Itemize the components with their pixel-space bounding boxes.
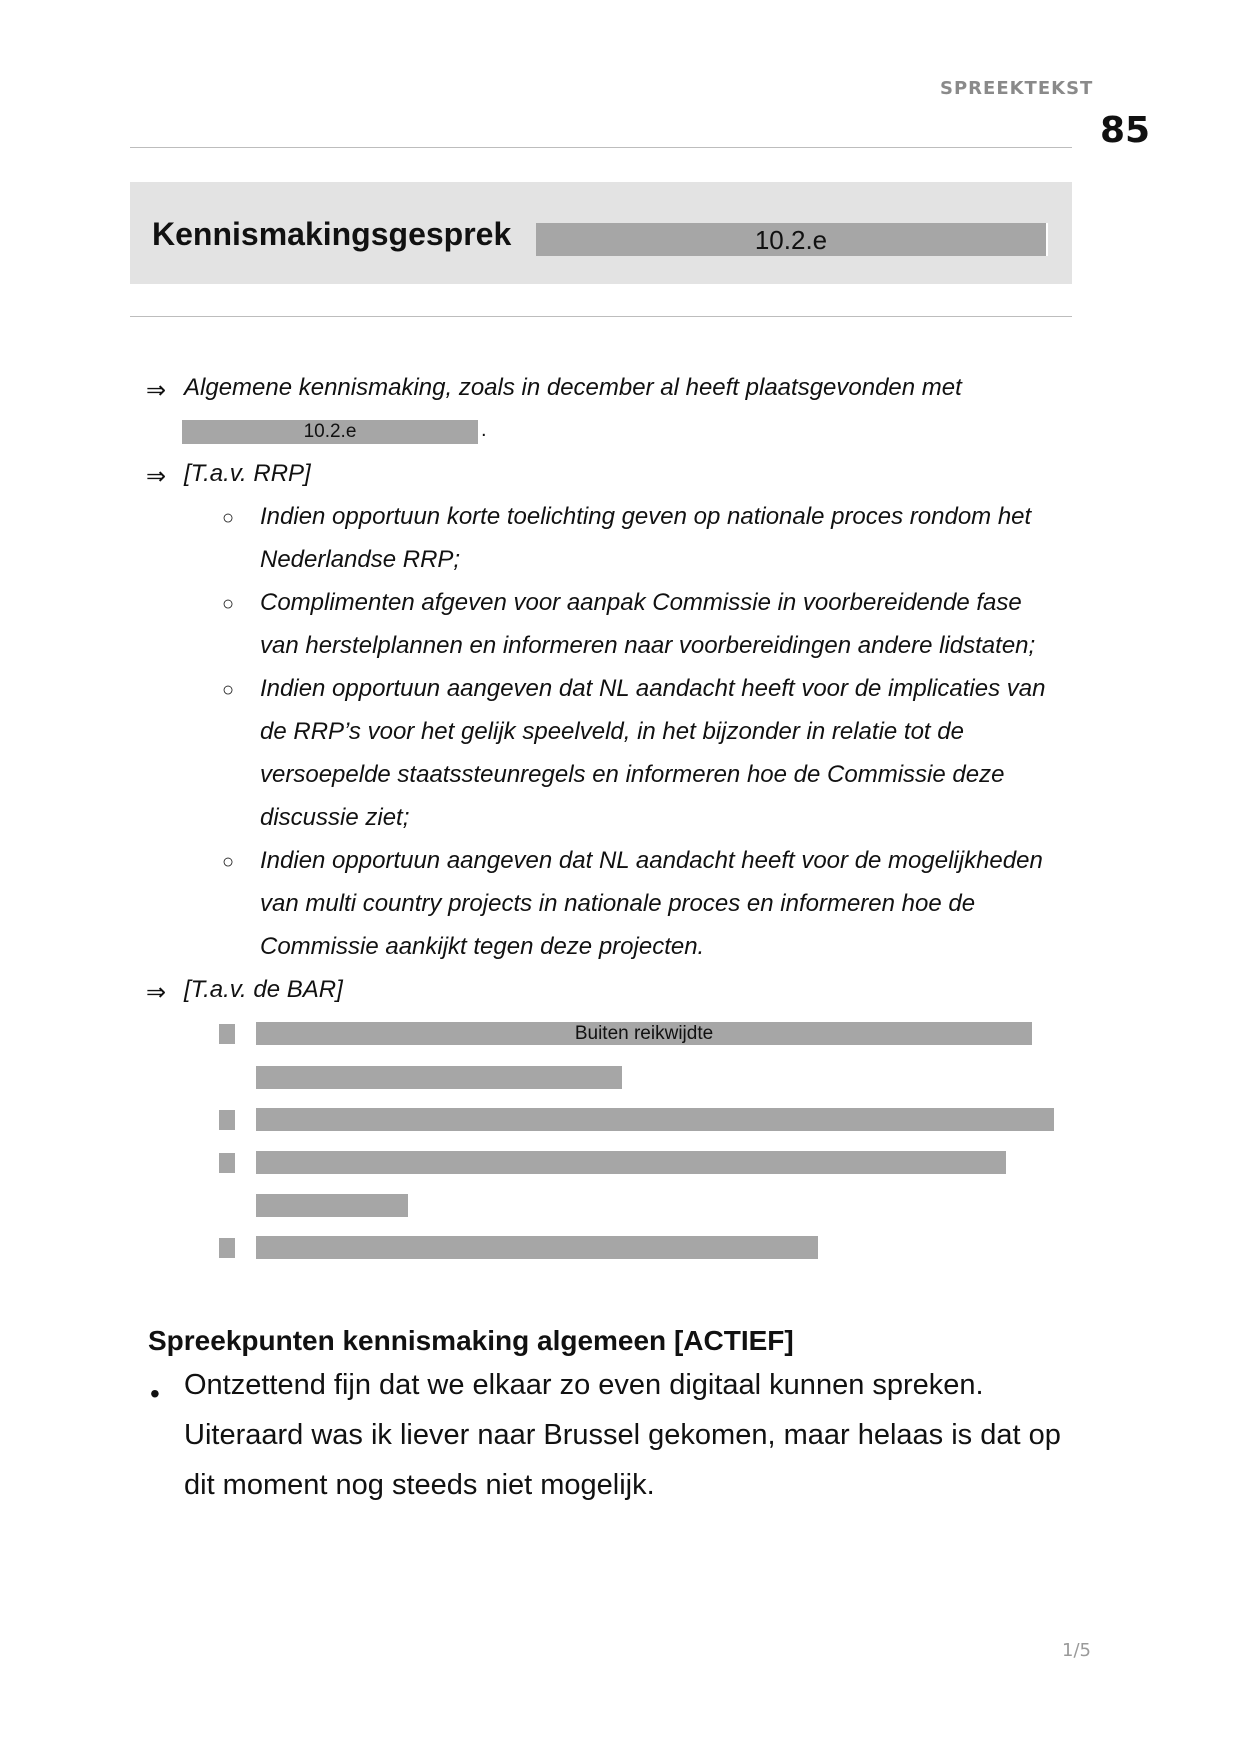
section-title: Spreekpunten kennismaking algemeen [ACTIEF] [148, 1325, 794, 1356]
redacted-bullet-icon [219, 1238, 235, 1258]
circle-bullet-icon: ○ [222, 507, 235, 529]
rrp-item-4-line-1: Indien opportuun aangeven dat NL aandacht heeft voor de mogelijkheden [260, 847, 1043, 874]
title-divider [130, 316, 1072, 317]
rrp-item-3-line-4: discussie ziet; [260, 804, 410, 831]
intro-line: Algemene kennismaking, zoals in december al heeft plaatsgevonden met [184, 374, 962, 401]
rrp-item-2-line-2: van herstelplannen en informeren naar voorbereidingen andere lidstaten; [260, 632, 1036, 659]
redacted-bullet-icon [219, 1024, 235, 1044]
arrow-icon: ⇒ [146, 979, 167, 1006]
circle-bullet-icon: ○ [222, 593, 235, 615]
bar-redaction-4 [256, 1236, 818, 1259]
page-title: Kennismakingsgesprek [152, 216, 512, 252]
bullet-icon: • [150, 1378, 160, 1409]
redacted-bullet-icon [219, 1110, 235, 1130]
title-redaction: 10.2.e [536, 223, 1048, 256]
bar-redaction-1: Buiten reikwijdte [256, 1022, 1032, 1045]
title-box [130, 182, 1072, 284]
intro-redaction: 10.2.e [182, 420, 478, 444]
bar-redaction-3 [256, 1151, 1006, 1174]
bar-redaction-1b [256, 1066, 622, 1089]
section-line-3: dit moment nog steeds niet mogelijk. [184, 1469, 655, 1501]
bar-heading: [T.a.v. de BAR] [184, 976, 343, 1003]
arrow-icon: ⇒ [146, 377, 167, 404]
arrow-icon: ⇒ [146, 463, 167, 490]
footer-page-indicator: 1/5 [1062, 1640, 1091, 1661]
rrp-item-3-line-1: Indien opportuun aangeven dat NL aandacht heeft voor de implicaties van [260, 675, 1046, 702]
intro-period: . [481, 419, 487, 441]
circle-bullet-icon: ○ [222, 851, 235, 873]
rrp-heading: [T.a.v. RRP] [184, 460, 311, 487]
section-line-1: Ontzettend fijn dat we elkaar zo even digitaal kunnen spreken. [184, 1369, 984, 1401]
rrp-item-4-line-2: van multi country projects in nationale proces en informeren hoe de [260, 890, 976, 917]
section-line-2: Uiteraard was ik liever naar Brussel gekomen, maar helaas is dat op [184, 1419, 1061, 1451]
rrp-item-2-line-1: Complimenten afgeven voor aanpak Commissie in voorbereidende fase [260, 589, 1022, 616]
header-page-number: 85 [1100, 110, 1151, 151]
redacted-bullet-icon [219, 1153, 235, 1173]
bar-redaction-3b [256, 1194, 408, 1217]
rrp-item-1-line-1: Indien opportuun korte toelichting geven op nationale proces rondom het [260, 503, 1032, 530]
rrp-item-3-line-3: versoepelde staatssteunregels en informeren hoe de Commissie deze [260, 761, 1005, 788]
rrp-item-4-line-3: Commissie aankijkt tegen deze projecten. [260, 933, 705, 960]
rrp-item-3-line-2: de RRP’s voor het gelijk speelveld, in het bijzonder in relatie tot de [260, 718, 964, 745]
header-divider [130, 147, 1072, 148]
rrp-item-1-line-2: Nederlandse RRP; [260, 546, 461, 573]
circle-bullet-icon: ○ [222, 679, 235, 701]
bar-redaction-2 [256, 1108, 1054, 1131]
header-label: SPREEKTEKST [940, 78, 1094, 99]
